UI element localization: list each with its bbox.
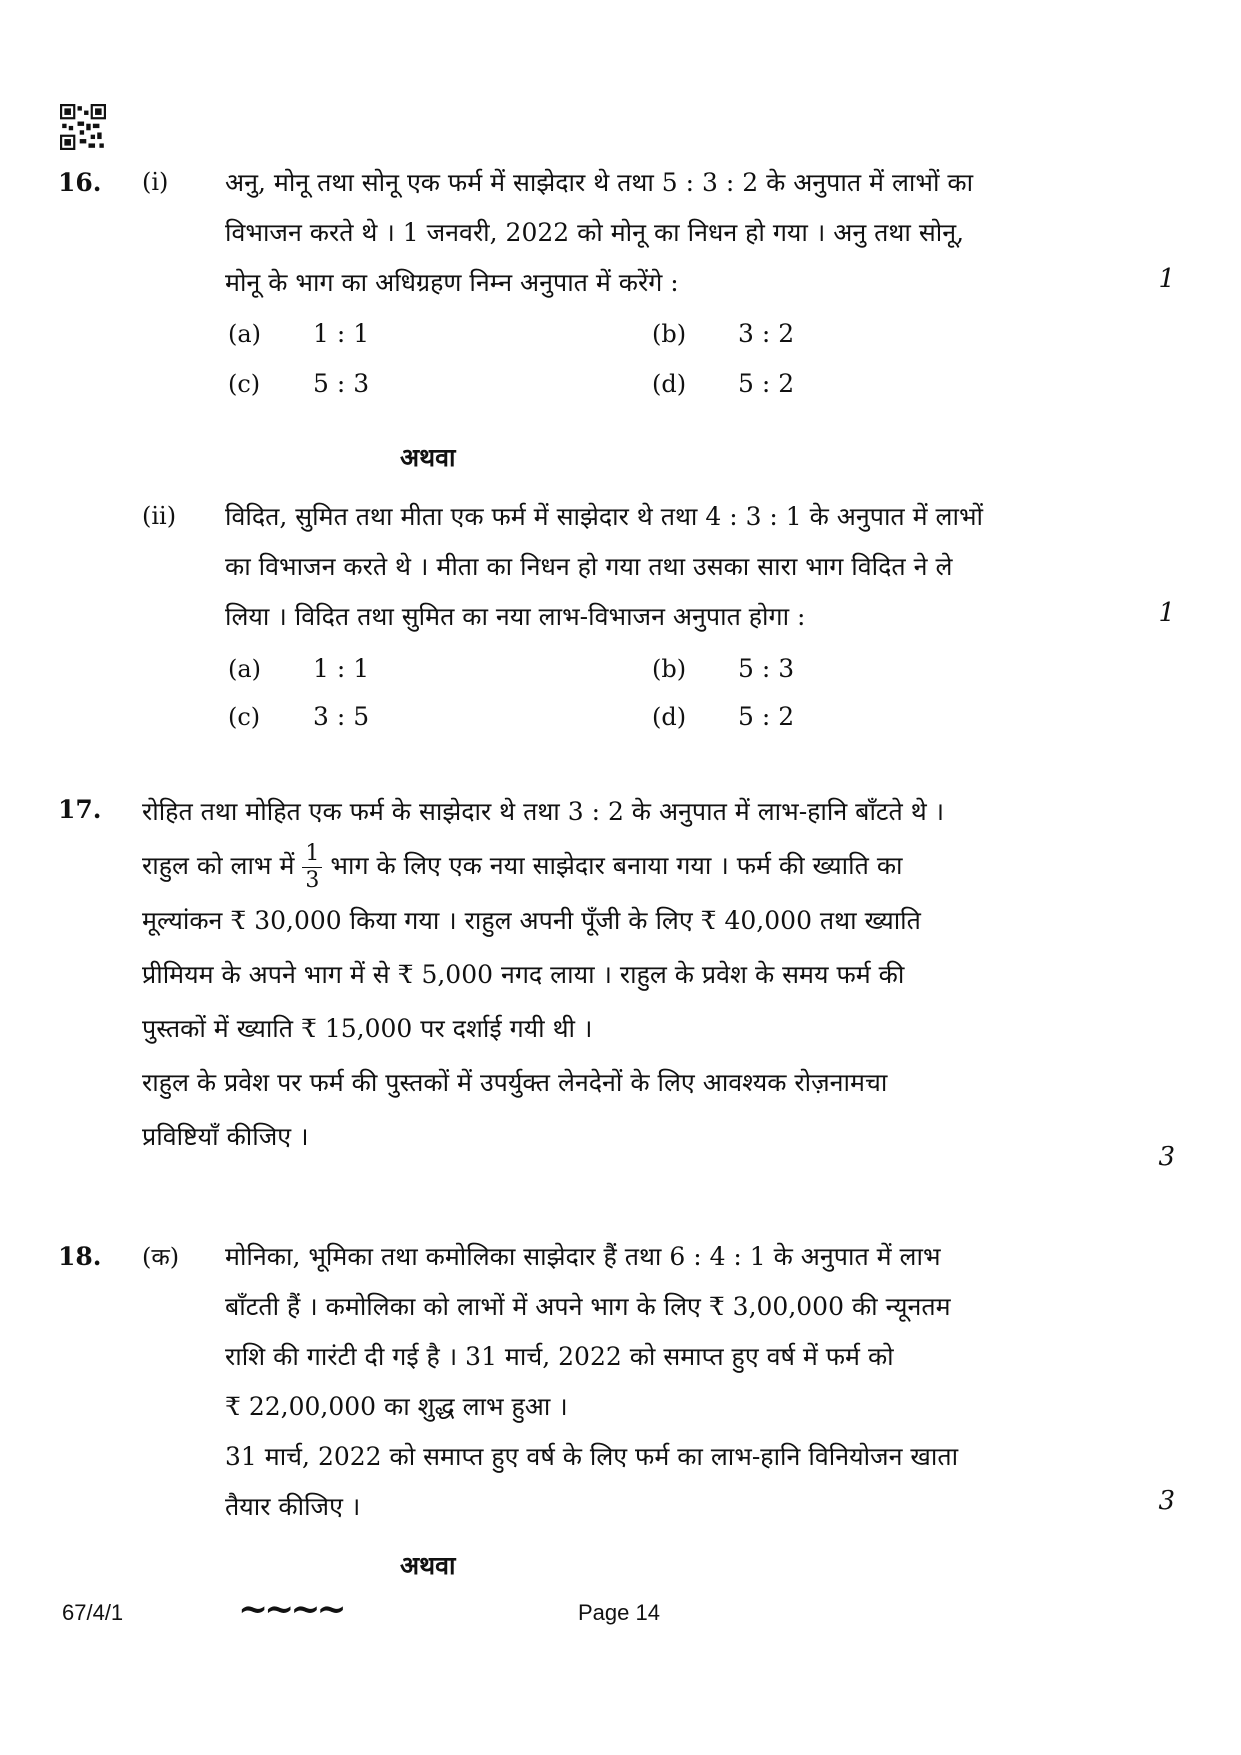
footer-tilde-mark: ~~~~ (238, 1588, 343, 1630)
fraction-one-third (302, 841, 322, 894)
q16-part-ii-label: (ii) (142, 502, 177, 530)
paper-code: 67/4/1 (62, 1600, 124, 1625)
q18-marks: 3 (1158, 1486, 1175, 1516)
option-value: 5 : 2 (738, 702, 795, 731)
question-number-17: 17. (58, 795, 102, 824)
question-number-18: 18. (58, 1242, 102, 1271)
q16-i-line: अनु, मोनू तथा सोनू एक फर्म में साझेदार थे तथा 5 : 3 : 2 के अनुपात में लाभों का (225, 168, 974, 197)
q16-part-i-text (225, 158, 1105, 308)
q17-line: रोहित तथा मोहित एक फर्म के साझेदार थे तथा 3 : 2 के अनुपात में लाभ-हानि बाँटते थे । (142, 797, 945, 826)
q16-i-line: विभाजन करते थे । 1 जनवरी, 2022 को मोनू का निधन हो गया । अनु तथा सोनू, (225, 218, 965, 247)
q17-line: प्रीमियम के अपने भाग में से ₹ 5,000 नगद लाया । राहुल के प्रवेश के समय फर्म की (142, 960, 905, 989)
q16-ii-line: का विभाजन करते थे । मीता का निधन हो गया तथा उसका सारा भाग विदित ने ले (225, 552, 953, 581)
qr-code-icon (60, 104, 106, 150)
q17-line: पुस्तकों में ख्याति ₹ 15,000 पर दर्शाई गयी थी । (142, 1014, 593, 1043)
option-label: (b) (652, 655, 687, 683)
option-label: (c) (228, 370, 261, 398)
option-label: (d) (652, 370, 687, 398)
option-value: 5 : 2 (738, 369, 795, 398)
or-heading: अथवा (400, 443, 456, 472)
q16-part-ii-text (225, 492, 1105, 642)
q18-part-ka-label: (क) (142, 1243, 180, 1271)
q17-line: प्रविष्टियाँ कीजिए । (142, 1122, 309, 1151)
option-value: 5 : 3 (738, 654, 795, 683)
option-label: (a) (228, 320, 262, 348)
q17-marks: 3 (1158, 1142, 1175, 1172)
q16-ii-line: विदित, सुमित तथा मीता एक फर्म में साझेदार थे तथा 4 : 3 : 1 के अनुपात में लाभों (225, 502, 984, 531)
q17-line-part: राहुल को लाभ में (142, 851, 295, 880)
q16-ii-line: लिया । विदित तथा सुमित का नया लाभ-विभाजन अनुपात होगा : (225, 602, 806, 631)
q16-i-marks: 1 (1158, 264, 1175, 294)
option-value: 5 : 3 (313, 369, 370, 398)
fraction-numerator: 1 (302, 841, 322, 868)
option-value: 1 : 1 (313, 319, 370, 348)
q16-part-i-label: (i) (142, 168, 169, 196)
option-label: (c) (228, 703, 261, 731)
q18-line: बाँटती हैं । कमोलिका को लाभों में अपने भाग के लिए ₹ 3,00,000 की न्यूनतम (225, 1292, 951, 1321)
question-number-16: 16. (58, 168, 102, 197)
fraction-denominator: 3 (305, 868, 320, 893)
q18-text (225, 1232, 1105, 1532)
q17-line: मूल्यांकन ₹ 30,000 किया गया । राहुल अपनी पूँजी के लिए ₹ 40,000 तथा ख्याति (142, 906, 921, 935)
q17-line-with-fraction (142, 839, 1107, 894)
q18-line: राशि की गारंटी दी गई है । 31 मार्च, 2022 को समाप्त हुए वर्ष में फर्म को (225, 1342, 894, 1371)
option-value: 3 : 5 (313, 702, 370, 731)
or-heading: अथवा (400, 1551, 456, 1580)
q18-line: तैयार कीजिए । (225, 1492, 361, 1521)
q18-line: 31 मार्च, 2022 को समाप्त हुए वर्ष के लिए फर्म का लाभ-हानि विनियोजन खाता (225, 1442, 959, 1471)
q17-line-part: भाग के लिए एक नया साझेदार बनाया गया । फर्म की ख्याति का (330, 851, 903, 880)
option-label: (b) (652, 320, 687, 348)
option-label: (d) (652, 703, 687, 731)
q18-line: मोनिका, भूमिका तथा कमोलिका साझेदार हैं तथा 6 : 4 : 1 के अनुपात में लाभ (225, 1242, 941, 1271)
q16-ii-marks: 1 (1158, 598, 1175, 628)
option-value: 1 : 1 (313, 654, 370, 683)
option-label: (a) (228, 655, 262, 683)
q18-line: ₹ 22,00,000 का शुद्ध लाभ हुआ । (225, 1392, 568, 1421)
page-number: Page 14 (578, 1600, 660, 1625)
option-value: 3 : 2 (738, 319, 795, 348)
q16-i-line: मोनू के भाग का अधिग्रहण निम्न अनुपात में करेंगे : (225, 268, 679, 297)
q17-text (142, 785, 1107, 1164)
q17-line: राहुल के प्रवेश पर फर्म की पुस्तकों में उपर्युक्त लेनदेनों के लिए आवश्यक रोज़नामचा (142, 1068, 888, 1097)
